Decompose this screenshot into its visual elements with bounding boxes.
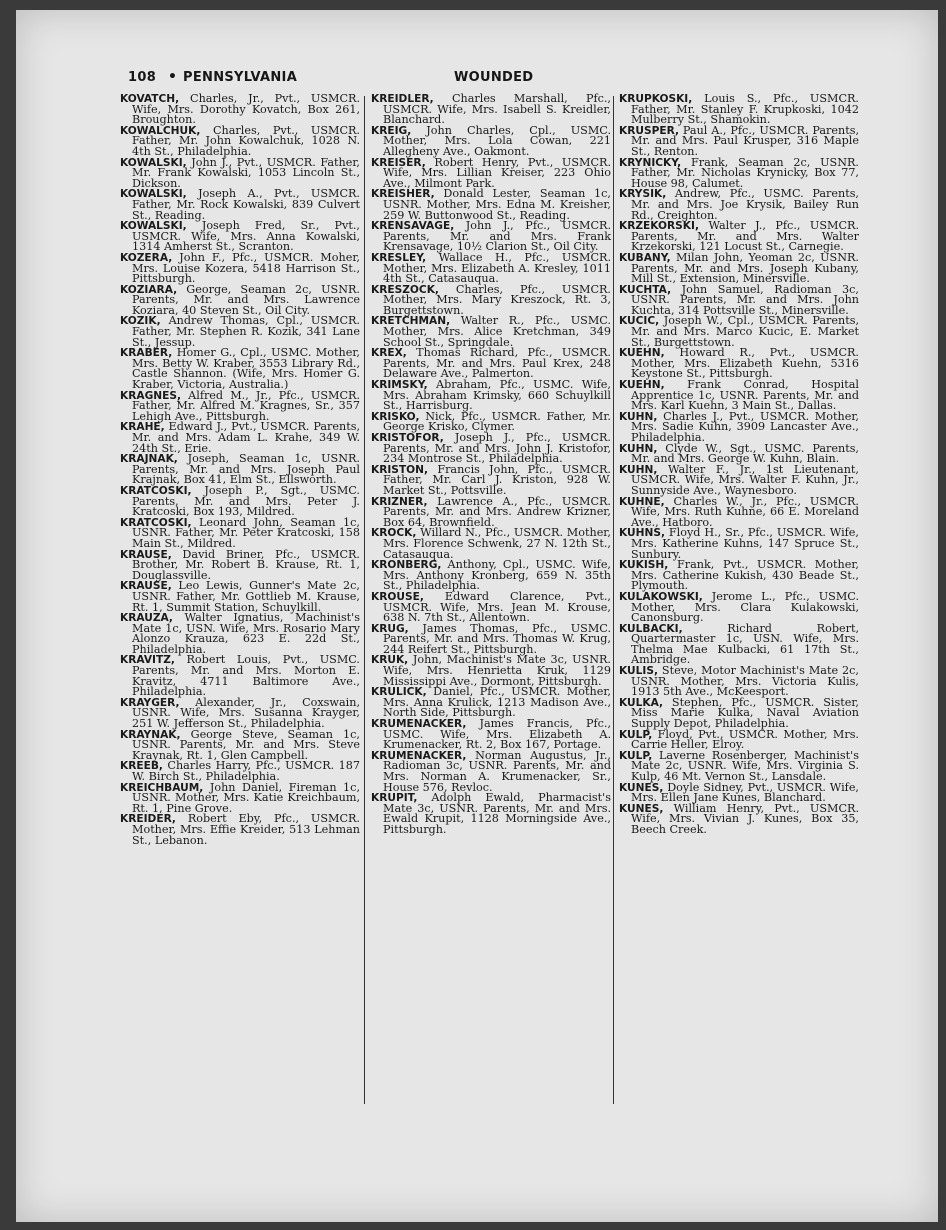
entry-details: John, Machinist's Mate 3c, USNR. Wife, Mrs. Henrietta Kruk, 1129 Mississippi Ave., Dormont, Pittsburgh. xyxy=(383,653,611,688)
entry-details: Leonard John, Seaman 1c, USNR. Father, Mr. Peter Kratcoski, 158 Main St., Mildred. xyxy=(132,515,360,550)
entry-surname: KUCIC, xyxy=(619,315,660,328)
entry-details: James Francis, Pfc., USMC. Wife, Mrs. Elizabeth A. Krumenacker, Rt. 2, Box 167, Portage. xyxy=(383,717,611,752)
entry-surname: KREEB, xyxy=(120,760,163,773)
entry-details: Charles, Pvt., USMCR. Father, Mr. John Kowalchuk, 1028 N. 4th St., Philadelphia. xyxy=(132,123,360,158)
casualty-entry xyxy=(371,189,611,221)
entry-details: Frank Conrad, Hospital Apprentice 1c, USNR. Parents, Mr. and Mrs. Karl Kuehn, 3 Main St., Dallas. xyxy=(631,378,859,413)
casualty-entry xyxy=(120,348,360,390)
casualty-entry xyxy=(120,655,360,697)
entry-surname: KRESZOCK, xyxy=(371,283,439,296)
entry-surname: KUBANY, xyxy=(619,251,671,264)
entry-surname: KUHN, xyxy=(619,442,658,455)
entry-surname: KRUG, xyxy=(371,622,409,635)
entry-surname: KRAUZA, xyxy=(120,612,173,625)
entry-surname: KRUSPER, xyxy=(619,124,679,137)
entry-details: Walter R., Pfc., USMC. Mother, Mrs. Alice Kretchman, 349 School St., Springdale. xyxy=(383,314,611,349)
entry-details: Richard Robert, Quartermaster 1c, USN. Wife, Mrs. Thelma Mae Kulbacki, 61 17th St., Ambridge. xyxy=(631,621,859,667)
casualty-entry xyxy=(371,560,611,592)
entry-details: Joseph, Seaman 1c, USNR. Parents, Mr. and Mrs. Joseph Paul Krajnak, Box 41, Elm St., Ellsworth. xyxy=(132,452,360,487)
casualty-entry xyxy=(371,462,611,497)
entry-details: Robert Louis, Pvt., USMC. Parents, Mr. and Mrs. Morton E. Kravitz, 4711 Baltimore Ave., Philadelphia. xyxy=(132,653,360,699)
casualty-entry xyxy=(619,589,859,625)
state-name: PENNSYLVANIA xyxy=(183,70,298,85)
column-3 xyxy=(619,94,859,836)
casualty-entry xyxy=(371,528,611,560)
entry-surname: KREIG, xyxy=(371,124,412,137)
entry-details: Anthony, Cpl., USMC. Wife, Mrs. Anthony Kronberg, 659 N. 35th St., Philadelphia. xyxy=(383,558,611,593)
entry-surname: KRISKO, xyxy=(371,410,420,423)
casualty-entry xyxy=(120,727,360,762)
entry-surname: KRZEKORSKI, xyxy=(619,220,699,233)
entry-surname: KULIS, xyxy=(619,665,658,678)
entry-details: John Daniel, Fireman 1c, USNR. Mother, Mrs. Katie Kreichbaum, Rt. 1, Pine Grove. xyxy=(132,780,360,815)
entry-surname: KOVATCH, xyxy=(120,93,180,105)
casualty-entry xyxy=(619,727,859,752)
entry-details: Robert Henry, Pvt., USMCR. Wife, Mrs. Lillian Kreiser, 223 Ohio Ave., Milmont Park. xyxy=(383,155,611,190)
casualty-entry xyxy=(120,316,360,348)
casualty-entry xyxy=(120,123,360,158)
entry-surname: KOWALCHUK, xyxy=(120,124,201,137)
entry-details: Charles J., Pvt., USMCR. Mother, Mrs. Sadie Kuhn, 3909 Lancaster Ave., Philadelphia. xyxy=(631,409,859,444)
entry-surname: KRISTOFOR, xyxy=(371,432,444,444)
entry-details: Alexander, Jr., Coxswain, USNR. Wife, Mrs. Susanna Krayger, 251 W. Jefferson St., Philadelphia. xyxy=(132,695,360,731)
entry-details: Thomas Richard, Pfc., USMCR. Parents, Mr. and Mrs. Paul Krex, 248 Delaware Ave., Palmerton. xyxy=(383,346,611,381)
entry-surname: KRUPKOSKI, xyxy=(619,93,693,105)
entry-details: David Briner, Pfc., USMCR. Brother, Mr. Robert B. Krause, Rt. 1, Douglassville. xyxy=(132,547,360,582)
casualty-entry xyxy=(120,422,360,454)
entry-surname: KROUSE, xyxy=(371,590,424,603)
entry-surname: KUHN, xyxy=(619,463,658,476)
entry-surname: KUHN, xyxy=(619,410,658,423)
entry-surname: KRABER, xyxy=(120,347,173,360)
entry-surname: KRENSAVAGE, xyxy=(371,220,455,233)
casualty-entry xyxy=(619,621,859,667)
entry-surname: KRAYNAK, xyxy=(120,728,181,741)
casualty-entry xyxy=(371,655,611,687)
casualty-entry xyxy=(371,494,611,529)
entry-details: Charles, Pfc., USMCR. Mother, Mrs. Mary Kreszock, Rt. 3, Burgettstown. xyxy=(383,282,611,317)
casualty-entry xyxy=(120,155,360,190)
casualty-entry xyxy=(619,801,859,836)
casualty-entry xyxy=(120,388,360,423)
entry-details: John Charles, Cpl., USMC. Mother, Mrs. Lola Cowan, 221 Allegheny Ave., Oakmont. xyxy=(383,123,611,158)
entry-details: James Thomas, Pfc., USMC. Parents, Mr. and Mrs. Thomas W. Krug, 244 Reifert St., Pittsburgh. xyxy=(383,621,611,656)
casualty-entry xyxy=(619,155,859,190)
column-divider xyxy=(364,96,365,1104)
casualty-entry xyxy=(120,454,360,486)
entry-surname: KUEHN, xyxy=(619,347,665,360)
entry-details: Wallace H., Pfc., USMCR. Mother, Mrs. Elizabeth A. Kresley, 1011 4th St., Catasauqua. xyxy=(383,250,611,286)
entry-surname: KREISHER, xyxy=(371,188,435,201)
entry-surname: KRYNICKY, xyxy=(619,156,682,169)
entry-details: Steve, Motor Machinist's Mate 2c, USNR. Mother, Mrs. Victoria Kulis, 1913 5th Ave., McKeesport. xyxy=(631,664,859,699)
entry-surname: KRUMENACKER, xyxy=(371,749,467,762)
entry-surname: KULP, xyxy=(619,749,653,762)
entry-details: Floyd H., Sr., Pfc., USMCR. Wife, Mrs. Katherine Kuhns, 147 Spruce St., Sunbury. xyxy=(631,526,859,561)
entry-surname: KRUPIT, xyxy=(371,792,418,805)
entry-surname: KUKISH, xyxy=(619,559,669,572)
entry-surname: KRULICK, xyxy=(371,686,427,699)
casualty-entry xyxy=(371,409,611,434)
entry-surname: KUNES, xyxy=(619,781,664,794)
entry-surname: KULAKOWSKI, xyxy=(619,590,703,603)
document-page xyxy=(16,10,938,1222)
casualty-entry xyxy=(619,221,859,253)
entry-details: Floyd, Pvt., USMCR. Mother, Mrs. Carrie Heller, Elroy. xyxy=(631,727,859,752)
casualty-entry xyxy=(619,316,859,348)
entry-surname: KOZIK, xyxy=(120,315,161,328)
casualty-entry xyxy=(120,250,360,286)
entry-details: Homer G., Cpl., USMC. Mother, Mrs. Betty W. Kraber, 3553 Library Rd., Castle Shannon. (Wife, Mrs. Homer G. Kraber, Victoria, Australia.) xyxy=(132,346,360,392)
entry-surname: KOWALSKI, xyxy=(120,220,187,233)
casualty-entry xyxy=(371,589,611,625)
entry-details: Joseph A., Pvt., USMCR. Father, Mr. Rock Kowalski, 839 Culvert St., Reading. xyxy=(132,187,360,222)
entry-details: Frank, Pvt., USMCR. Mother, Mrs. Catherine Kukish, 430 Beade St., Plymouth. xyxy=(631,558,859,593)
entry-surname: KOZERA, xyxy=(120,251,173,264)
casualty-entry xyxy=(619,780,859,805)
entry-details: John J., Pfc., USMCR. Parents, Mr. and Mrs. Frank Krensavage, 10½ Clarion St., Oil City. xyxy=(383,219,611,254)
casualty-entry xyxy=(120,780,360,815)
entry-surname: KREIDER, xyxy=(120,813,176,826)
entry-details: Lawrence A., Pfc., USMCR. Parents, Mr. and Mrs. Andrew Krizner, Box 64, Brownfield. xyxy=(383,494,611,529)
entry-surname: KREX, xyxy=(371,347,407,360)
entry-details: Alfred M., Jr., Pfc., USMCR. Father, Mr. Alfred M. Kragnes, Sr., 357 Lehigh Ave., Pittsburgh. xyxy=(132,388,360,423)
casualty-entry xyxy=(371,793,611,835)
entry-surname: KOZIARA, xyxy=(120,283,178,296)
casualty-entry xyxy=(120,613,360,655)
casualty-entry xyxy=(619,380,859,412)
casualty-entry xyxy=(619,528,859,560)
entry-details: Daniel, Pfc., USMCR. Mother, Mrs. Anna Krulick, 1213 Madison Ave., North Side, Pittsburgh. xyxy=(383,685,611,720)
column-divider xyxy=(613,96,614,1104)
casualty-entry xyxy=(120,581,360,613)
entry-details: Louis S., Pfc., USMCR. Father, Mr. Stanley F. Krupkoski, 1042 Mulberry St., Shamokin. xyxy=(631,92,859,127)
entry-surname: KRAYGER, xyxy=(120,696,180,709)
entry-details: John J., Pvt., USMCR. Father, Mr. Frank Kowalski, 1053 Lincoln St., Dickson. xyxy=(132,155,360,190)
entry-surname: KUNES, xyxy=(619,802,664,815)
entry-surname: KOWALSKI, xyxy=(120,156,187,169)
page-header xyxy=(128,70,868,90)
casualty-entry xyxy=(619,189,859,221)
casualty-entry xyxy=(120,221,360,253)
entry-surname: KRATCOSKI, xyxy=(120,516,192,529)
casualty-entry xyxy=(619,250,859,286)
entry-details: Walter F., Jr., 1st Lieutenant, USMCR. Wife, Mrs. Walter F. Kuhn, Jr., Sunnyside Ave., Waynesboro. xyxy=(631,462,859,497)
entry-details: Leo Lewis, Gunner's Mate 2c, USNR. Father, Mr. Gottlieb M. Krause, Rt. 1, Summit Station, Schuylkill. xyxy=(132,579,360,614)
entry-surname: KREIDLER, xyxy=(371,93,434,105)
casualty-entry xyxy=(619,748,859,783)
casualty-entry xyxy=(371,687,611,719)
entry-surname: KREICHBAUM, xyxy=(120,781,204,794)
entry-details: Robert Eby, Pfc., USMCR. Mother, Mrs. Effie Kreider, 513 Lehman St., Lebanon. xyxy=(132,812,360,847)
entry-details: Joseph P., Sgt., USMC. Parents, Mr. and Mrs. Peter J. Kratcoski, Box 193, Mildred. xyxy=(132,483,360,519)
entry-surname: KRETCHMAN, xyxy=(371,315,451,328)
entry-surname: KUHNS, xyxy=(619,527,666,540)
entry-surname: KUCHTA, xyxy=(619,283,672,296)
entry-details: Nick, Pfc., USMCR. Father, Mr. George Krisko, Clymer. xyxy=(383,409,611,434)
entry-details: Edward J., Pvt., USMCR. Parents, Mr. and Mrs. Adam L. Krahe, 349 W. 24th St., Erie. xyxy=(132,420,360,455)
entry-surname: KRATCOSKI, xyxy=(120,484,192,497)
casualty-entry xyxy=(619,441,859,466)
entry-details: Clyde W., Sgt., USMC. Parents, Mr. and Mrs. George W. Kuhn, Blain. xyxy=(631,441,859,466)
entry-details: Abraham, Pfc., USMC. Wife, Mrs. Abraham Krimsky, 660 Schuylkill St., Harrisburg. xyxy=(383,378,611,413)
entry-surname: KULKA, xyxy=(619,696,664,709)
casualty-entry xyxy=(371,621,611,656)
entry-details: Charles Harry, Pfc., USMCR. 187 W. Birch St., Philadelphia. xyxy=(132,759,360,783)
entry-details: Norman Augustus, Jr., Radioman 3c, USNR. Parents, Mr. and Mrs. Norman A. Krumenacker, Sr., House 576, Revloc. xyxy=(383,748,611,794)
casualty-entry xyxy=(120,94,360,126)
entry-details: Joseph W., Cpl., USMCR. Parents, Mr. and Mrs. Marco Kucic, E. Market St., Burgettstown. xyxy=(631,314,859,349)
entry-details: George, Seaman 2c, USNR. Parents, Mr. and Mrs. Lawrence Koziara, 40 Steven St., Oil City. xyxy=(132,282,360,317)
casualty-entry xyxy=(619,494,859,529)
casualty-entry xyxy=(371,748,611,794)
casualty-entry xyxy=(371,94,611,126)
entry-surname: KRIMSKY, xyxy=(371,379,428,392)
casualty-entry xyxy=(120,483,360,519)
entry-surname: KRONBERG, xyxy=(371,559,442,572)
page-title: WOUNDED xyxy=(454,70,534,85)
entry-details: Laverne Rosenberger, Machinist's Mate 2c, USNR. Wife, Mrs. Virginia S. Kulp, 46 Mt. Vernon St., Lansdale. xyxy=(631,748,859,783)
entry-surname: KRAJNAK, xyxy=(120,453,178,466)
column-2 xyxy=(371,94,611,836)
casualty-entry xyxy=(371,155,611,190)
casualty-entry xyxy=(120,282,360,317)
entry-surname: KUEHN, xyxy=(619,379,665,392)
entry-details: Paul A., Pfc., USMCR. Parents, Mr. and Mrs. Paul Krusper, 316 Maple St., Renton. xyxy=(631,123,859,158)
entry-surname: KROCK, xyxy=(371,527,417,540)
casualty-entry xyxy=(371,719,611,751)
entry-details: Milan John, Yeoman 2c, USNR. Parents, Mr. and Mrs. Joseph Kubany, Mill St., Extension, Minersville. xyxy=(631,250,859,286)
entry-details: John F., Pfc., USMCR. Moher, Mrs. Louise Kozera, 5418 Harrison St., Pittsburgh. xyxy=(132,250,360,286)
entry-details: Frank, Seaman 2c, USNR. Father, Mr. Nicholas Krynicky, Box 77, House 98, Calumet. xyxy=(631,155,859,190)
entry-surname: KRESLEY, xyxy=(371,251,427,264)
casualty-entry xyxy=(371,348,611,380)
entry-details: Francis John, Pfc., USMCR. Father, Mr. Carl J. Kriston, 928 W. Market St., Pottsville. xyxy=(383,462,611,497)
entry-surname: KRUK, xyxy=(371,654,409,667)
entry-details: Howard R., Pvt., USMCR. Mother, Mrs. Elizabeth Kuehn, 5316 Keystone St., Pittsburgh. xyxy=(631,346,859,381)
page-number: 108 xyxy=(128,70,157,85)
entry-surname: KOWALSKI, xyxy=(120,188,187,201)
entry-details: Andrew, Pfc., USMC. Parents, Mr. and Mrs. Joe Krysik, Bailey Run Rd., Creighton. xyxy=(631,187,859,222)
casualty-entry xyxy=(120,547,360,582)
entry-surname: KULP, xyxy=(619,728,653,741)
casualty-entry xyxy=(371,380,611,412)
entry-details: Doyle Sidney, Pvt., USMCR. Wife, Mrs. Ellen Jane Kunes, Blanchard. xyxy=(631,780,859,805)
casualty-entry xyxy=(371,221,611,253)
entry-details: John Samuel, Radioman 3c, USNR. Parents, Mr. and Mrs. John Kuchta, 314 Pottsville St., Minersville. xyxy=(631,282,859,317)
casualty-entry xyxy=(619,666,859,698)
casualty-entry xyxy=(371,123,611,158)
entry-details: Donald Lester, Seaman 1c, USNR. Mother, Mrs. Edna M. Kreisher, 259 W. Buttonwood St., Reading. xyxy=(383,187,611,222)
casualty-entry xyxy=(120,189,360,221)
entry-surname: KRYSIK, xyxy=(619,188,667,201)
entry-surname: KRAVITZ, xyxy=(120,654,175,667)
casualty-entry xyxy=(619,409,859,444)
casualty-entry xyxy=(619,348,859,380)
entry-details: Stephen, Pfc., USMCR. Sister, Miss Marie Kulka, Naval Aviation Supply Depot, Philadelphia. xyxy=(631,695,859,731)
header-bullet: • xyxy=(168,69,178,85)
casualty-entry xyxy=(371,250,611,286)
casualty-entry xyxy=(120,695,360,731)
casualty-entry xyxy=(120,761,360,782)
entry-details: Charles Marshall, Pfc., USMCR. Wife, Mrs. Isabell S. Kreidler, Blanchard. xyxy=(383,92,611,127)
casualty-entry xyxy=(619,462,859,497)
entry-details: Jerome L., Pfc., USMC. Mother, Mrs. Clara Kulakowski, Canonsburg. xyxy=(631,589,859,625)
entry-details: Charles, Jr., Pvt., USMCR. Wife, Mrs. Dorothy Kovatch, Box 261, Broughton. xyxy=(132,92,360,127)
entry-details: Walter J., Pfc., USMCR. Parents, Mr. and Mrs. Walter Krzekorski, 121 Locust St., Carnegie. xyxy=(631,219,859,254)
column-1 xyxy=(120,94,360,846)
casualty-entry xyxy=(619,695,859,731)
casualty-entry xyxy=(120,814,360,846)
entry-details: George Steve, Seaman 1c, USNR. Parents, Mr. and Mrs. Steve Kraynak, Rt. 1, Glen Campbell. xyxy=(132,727,360,762)
entry-surname: KRISTON, xyxy=(371,463,429,476)
entry-details: Charles W., Jr., Pfc., USMCR. Wife, Mrs. Ruth Kuhne, 66 E. Moreland Ave., Hatboro. xyxy=(631,494,859,529)
entry-details: Andrew Thomas, Cpl., USMCR. Father, Mr. Stephen R. Kozik, 341 Lane St., Jessup. xyxy=(132,314,360,349)
casualty-entry xyxy=(619,94,859,126)
entry-details: Adolph Ewald, Pharmacist's Mate 3c, USNR. Parents, Mr. and Mrs. Ewald Krupit, 1128 Morningside Ave., Pittsburgh. xyxy=(383,791,611,836)
entry-surname: KRUMENACKER, xyxy=(371,718,467,731)
entry-surname: KRAGNES, xyxy=(120,389,182,402)
entry-surname: KRAUSE, xyxy=(120,548,172,561)
entry-surname: KRAHE, xyxy=(120,421,165,434)
entry-surname: KUHNE, xyxy=(619,495,665,508)
entry-details: Joseph Fred, Sr., Pvt., USMCR. Wife, Mrs. Anna Kowalski, 1314 Amherst St., Scranton. xyxy=(132,219,360,254)
casualty-entry xyxy=(371,316,611,348)
casualty-entry xyxy=(120,515,360,550)
entry-details: Edward Clarence, Pvt., USMCR. Wife, Mrs. Jean M. Krouse, 638 N. 7th St., Allentown. xyxy=(383,589,611,625)
entry-surname: KRIZNER, xyxy=(371,495,428,508)
casualty-entry xyxy=(619,123,859,158)
casualty-entry xyxy=(371,282,611,317)
casualty-entry xyxy=(619,282,859,317)
casualty-entry xyxy=(371,433,611,465)
entry-details: Willard N., Pfc., USMCR. Mother, Mrs. Florence Schwenk, 27 N. 12th St., Catasauqua. xyxy=(383,526,611,561)
entry-surname: KREISER, xyxy=(371,156,426,169)
entry-details: Joseph J., Pfc., USMCR. Parents, Mr. and Mrs. John J. Kristofor, 234 Montrose St., Philadelphia. xyxy=(383,431,611,466)
entry-surname: KULBACKI, xyxy=(619,622,683,635)
entry-details: William Henry, Pvt., USMCR. Wife, Mrs. Vivian J. Kunes, Box 35, Beech Creek. xyxy=(631,801,859,836)
entry-surname: KRAUSE, xyxy=(120,580,172,593)
casualty-entry xyxy=(619,560,859,592)
entry-details: Walter Ignatius, Machinist's Mate 1c, USN. Wife, Mrs. Rosario Mary Alonzo Krauza, 623 E. 22d St., Philadelphia. xyxy=(132,611,360,656)
